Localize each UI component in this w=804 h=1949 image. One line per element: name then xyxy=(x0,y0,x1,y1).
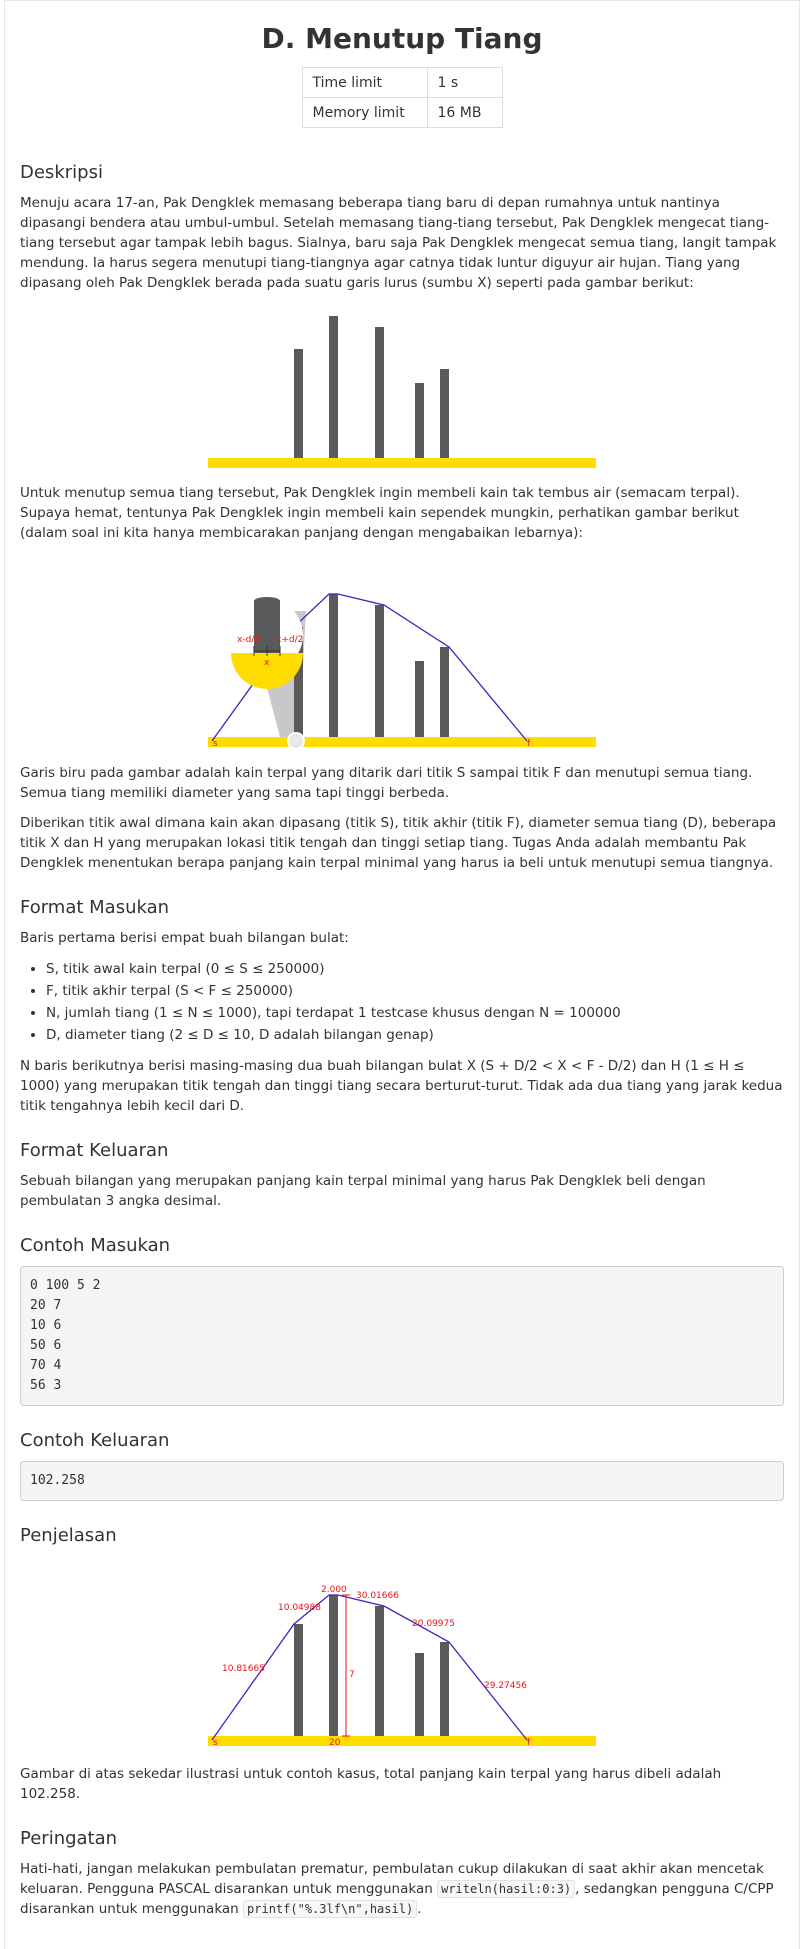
segment-label: 29.27456 xyxy=(484,1681,527,1691)
pole xyxy=(294,1624,303,1736)
ground-bar xyxy=(208,458,596,468)
pole xyxy=(294,349,303,458)
base-label: 20 xyxy=(329,1738,341,1748)
label-f: f xyxy=(527,739,531,749)
pole xyxy=(329,594,338,737)
pole xyxy=(415,383,424,458)
heading-peringatan: Peringatan xyxy=(20,1828,118,1849)
deskripsi-paragraph-4: Diberikan titik awal dimana kain akan dipasang (titik S), titik akhir (titik F), diameter semua tiang (D), beberapa titik X dan H yang merupakan lokasi titik tengah dan tinggi setiap tiang. Tugas Anda adalah membantu Pak Dengklek menentukan berapa panjang kain terpal minimal yang harus ia beli untuk menutupi semua tiangnya. xyxy=(20,815,777,871)
peringatan-text-1: Hati-hati, jangan melakukan pembulatan prematur, pembulatan cukup dilakukan di saat akhir akan mencetak keluaran. Pengguna PASCAL disarankan untuk menggunakan xyxy=(20,1861,764,1897)
format-masukan-list xyxy=(20,958,784,1046)
heading-contoh-masukan: Contoh Masukan xyxy=(20,1235,171,1256)
limits-table xyxy=(302,67,503,128)
peringatan-text-3: . xyxy=(417,1901,422,1917)
heading-format-masukan: Format Masukan xyxy=(20,897,170,918)
pole xyxy=(440,1642,449,1736)
format-keluaran-text: Sebuah bilangan yang merupakan panjang kain terpal minimal yang harus Pak Dengklek beli dengan pembulatan 3 angka desimal. xyxy=(20,1173,706,1209)
pole xyxy=(375,605,384,737)
label-f: f xyxy=(527,1738,531,1748)
zoom-pole-top xyxy=(254,597,280,605)
problem-statement xyxy=(4,0,800,1949)
memory-limit-row xyxy=(302,98,502,128)
time-limit-value: 1 s xyxy=(427,68,502,98)
pascal-code: writeln(hasil:0:3) xyxy=(437,1880,575,1898)
label-x-plus: x+d/2 xyxy=(276,635,304,645)
page-title: D. Menutup Tiang xyxy=(261,22,543,55)
pole xyxy=(440,369,449,458)
segment-label: 30.01666 xyxy=(356,1591,399,1601)
list-item: • F, titik akhir terpal (S < F ≤ 250000) xyxy=(46,980,784,1002)
list-item: • S, titik awal kain terpal (0 ≤ S ≤ 250000) xyxy=(46,958,784,980)
c-code: printf("%.3lf\n",hasil) xyxy=(243,1900,417,1918)
peringatan-text xyxy=(20,1859,784,1919)
zoom-spot xyxy=(288,733,304,749)
penjelasan-text: Gambar di atas sekedar ilustrasi untuk contoh kasus, total panjang kain terpal yang harus dibeli adalah 102.258. xyxy=(20,1766,722,1802)
time-limit-row xyxy=(302,68,502,98)
pole xyxy=(415,1653,424,1736)
memory-limit-label: Memory limit xyxy=(302,98,427,128)
heading-deskripsi: Deskripsi xyxy=(20,162,103,183)
pole xyxy=(440,647,449,737)
segment-label: 2.000 xyxy=(321,1585,347,1595)
label-x: x xyxy=(264,658,270,668)
deskripsi-paragraph-2: Untuk menutup semua tiang tersebut, Pak Dengklek ingin membeli kain tak tembus air (semacam terpal). Supaya hemat, tentunya Pak Dengklek ingin membeli kain sependek mungkin, perhatikan gambar berikut (dalam soal ini kita hanya membicarakan panjang dengan mengabaikan lebarnya): xyxy=(20,485,740,541)
heading-format-keluaran: Format Keluaran xyxy=(20,1140,169,1161)
ground-bar xyxy=(208,1736,596,1746)
segment-label: 10.04988 xyxy=(278,1603,321,1613)
explanation-figure xyxy=(192,1556,612,1756)
peringatan-text-2: , sedangkan pengguna C/CPP disarankan untuk menggunakan xyxy=(20,1881,774,1917)
memory-limit-value: 16 MB xyxy=(427,98,502,128)
deskripsi-paragraph-3: Garis biru pada gambar adalah kain terpal yang ditarik dari titik S sampai titik F dan menutupi semua tiang. Semua tiang memiliki diameter yang sama tapi tinggi berbeda. xyxy=(20,765,753,801)
poles-figure xyxy=(192,303,612,483)
time-limit-label: Time limit xyxy=(302,68,427,98)
segment-label: 10.81665 xyxy=(222,1664,265,1674)
heading-contoh-keluaran: Contoh Keluaran xyxy=(20,1430,170,1451)
format-masukan-outro: N baris berikutnya berisi masing-masing dua buah bilangan bulat X (S + D/2 < X < F - D/2) dan H (1 ≤ H ≤ 1000) yang merupakan titik tengah dan tinggi tiang secara berturut-turut. Tidak ada dua tiang yang jarak kedua titik tengahnya lebih kecil dari D. xyxy=(20,1058,783,1114)
format-masukan-intro: Baris pertama berisi empat buah bilangan bulat: xyxy=(20,930,349,946)
height-label: 7 xyxy=(349,1670,355,1680)
sample-input: 0 100 5 2 20 7 10 6 50 6 70 4 56 3 xyxy=(20,1266,784,1406)
segment-label: 20.09975 xyxy=(412,1619,455,1629)
pole xyxy=(375,327,384,458)
pole xyxy=(329,316,338,458)
heading-penjelasan: Penjelasan xyxy=(20,1525,117,1546)
ground-bar xyxy=(208,737,596,747)
label-s: s xyxy=(213,1738,218,1748)
pole xyxy=(375,1606,384,1736)
pole xyxy=(415,661,424,737)
list-item: • D, diameter tiang (2 ≤ D ≤ 10, D adalah bilangan genap) xyxy=(46,1024,784,1046)
sample-output: 102.258 xyxy=(20,1461,784,1501)
pole xyxy=(329,1595,338,1736)
tarp-figure xyxy=(192,553,612,753)
deskripsi-paragraph-1: Menuju acara 17-an, Pak Dengklek memasang beberapa tiang baru di depan rumahnya untuk nantinya dipasangi bendera atau umbul-umbul. Setelah memasang tiang-tiang tersebut, Pak Dengklek mengecat tiang-tiang tersebut agar tampak lebih bagus. Sialnya, baru saja Pak Dengklek mengecat semua tiang, langit tampak mendung. Ia harus segera menutupi tiang-tiangnya agar catnya tidak luntur diguyur air hujan. Tiang yang dipasang oleh Pak Dengklek berada pada suatu garis lurus (sumbu X) seperti pada gambar berikut: xyxy=(20,195,777,291)
list-item: • N, jumlah tiang (1 ≤ N ≤ 1000), tapi terdapat 1 testcase khusus dengan N = 100000 xyxy=(46,1002,784,1024)
label-s: s xyxy=(213,739,218,749)
zoom-pole xyxy=(254,600,280,653)
label-x-minus: x-d/2 xyxy=(237,635,261,645)
